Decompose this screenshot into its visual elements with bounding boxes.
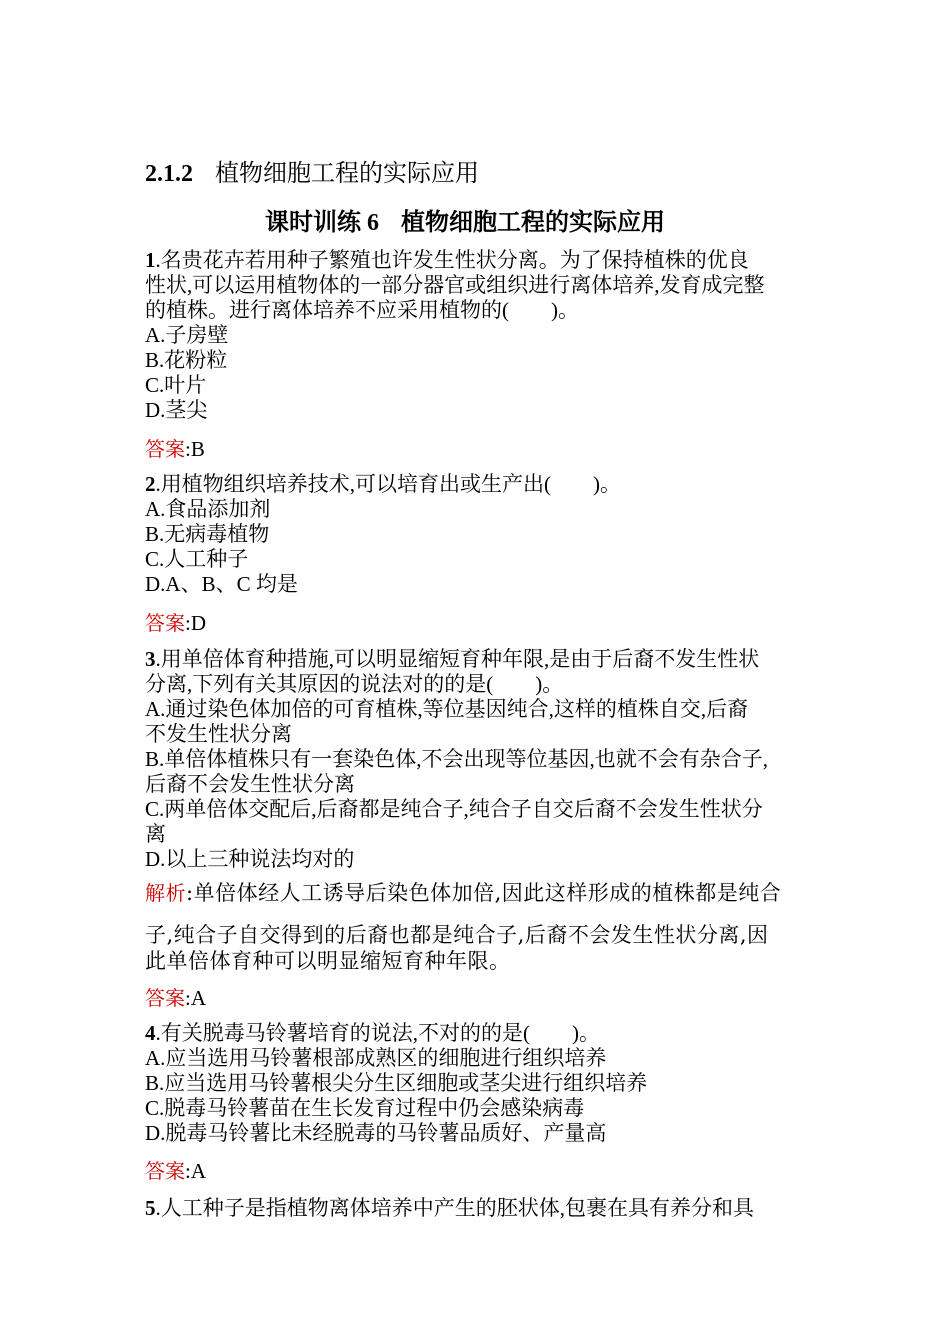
question-stem-line: 分离,下列有关其原因的说法对的的是( )。 [145, 672, 564, 696]
answer-value: :D [185, 611, 206, 635]
question-2 [145, 472, 825, 597]
answer-value: :A [185, 1159, 206, 1183]
option-d: D.茎尖 [145, 398, 208, 422]
explanation-3-line3: 此单倍体育种可以明显缩短育种年限。 [145, 949, 511, 973]
option-c: C.两单倍体交配后,后裔都是纯合子,纯合子自交后裔不会发生性状分 [145, 797, 763, 821]
answer-1 [145, 435, 205, 463]
answer-value: :B [185, 437, 205, 461]
option-b-cont: 后裔不会发生性状分离 [145, 772, 355, 796]
option-b: B.花粉粒 [145, 348, 228, 372]
question-number: 4 [145, 1021, 156, 1045]
question-1 [145, 248, 825, 423]
lesson-heading [265, 206, 665, 239]
answer-4 [145, 1157, 206, 1185]
option-c: C.人工种子 [145, 547, 249, 571]
option-d: D.脱毒马铃薯比未经脱毒的马铃薯品质好、产量高 [145, 1121, 607, 1145]
option-c-cont: 离 [145, 822, 166, 846]
option-b: B.应当选用马铃薯根尖分生区细胞或茎尖进行组织培养 [145, 1071, 648, 1095]
question-stem-line: 1.名贵花卉若用种子繁殖也许发生性状分离。为了保持植株的优良 [145, 248, 749, 272]
question-number: 2 [145, 472, 156, 496]
question-stem-line: 的植株。进行离体培养不应采用植物的( )。 [145, 298, 579, 322]
option-a-cont: 不发生性状分离 [145, 722, 292, 746]
answer-2 [145, 609, 206, 637]
question-stem-line: 4.有关脱毒马铃薯培育的说法,不对的的是( )。 [145, 1021, 600, 1045]
option-d: D.以上三种说法均对的 [145, 847, 355, 871]
lesson-title-text: 植物细胞工程的实际应用 [401, 208, 665, 236]
explanation-label: 解析 [145, 881, 186, 905]
answer-label: 答案 [145, 437, 185, 461]
question-5 [145, 1196, 825, 1221]
section-heading [145, 157, 479, 190]
option-c: C.脱毒马铃薯苗在生长发育过程中仍会感染病毒 [145, 1096, 585, 1120]
answer-label: 答案 [145, 1159, 185, 1183]
option-a: A.应当选用马铃薯根部成熟区的细胞进行组织培养 [145, 1046, 607, 1070]
question-number: 5 [145, 1196, 156, 1220]
lesson-number: 课时训练 6 [265, 210, 379, 236]
question-4 [145, 1021, 825, 1146]
answer-value: :A [185, 986, 206, 1010]
explanation-line: :单倍体经人工诱导后染色体加倍,因此这样形成的植株都是纯合 [186, 881, 782, 905]
answer-label: 答案 [145, 986, 185, 1010]
answer-3 [145, 984, 206, 1012]
question-stem-line: 3.用单倍体育种措施,可以明显缩短育种年限,是由于后裔不发生性状 [145, 647, 760, 671]
option-d: D.A、B、C 均是 [145, 572, 298, 596]
question-number: 3 [145, 647, 156, 671]
section-title-text: 植物细胞工程的实际应用 [215, 159, 479, 187]
option-b: B.无病毒植物 [145, 522, 270, 546]
option-a: A.子房壁 [145, 323, 229, 347]
option-a: A.通过染色体加倍的可育植株,等位基因纯合,这样的植株自交,后裔 [145, 697, 749, 721]
option-b: B.单倍体植株只有一套染色体,不会出现等位基因,也就不会有杂合子, [145, 747, 769, 771]
explanation-3-line2: 子,纯合子自交得到的后裔也都是纯合子,后裔不会发生性状分离,因 [145, 923, 769, 947]
question-stem-line: 性状,可以运用植物体的一部分器官或组织进行离体培养,发育成完整 [145, 273, 765, 297]
explanation-3 [145, 880, 781, 906]
question-stem-line: 2.用植物组织培养技术,可以培育出或生产出( )。 [145, 472, 621, 496]
question-stem-line: 5.人工种子是指植物离体培养中产生的胚状体,包裹在具有养分和具 [145, 1196, 754, 1220]
question-number: 1 [145, 248, 156, 272]
option-a: A.食品添加剂 [145, 497, 271, 521]
question-3 [145, 647, 825, 872]
answer-label: 答案 [145, 611, 185, 635]
section-number: 2.1.2 [145, 161, 193, 187]
option-c: C.叶片 [145, 373, 207, 397]
